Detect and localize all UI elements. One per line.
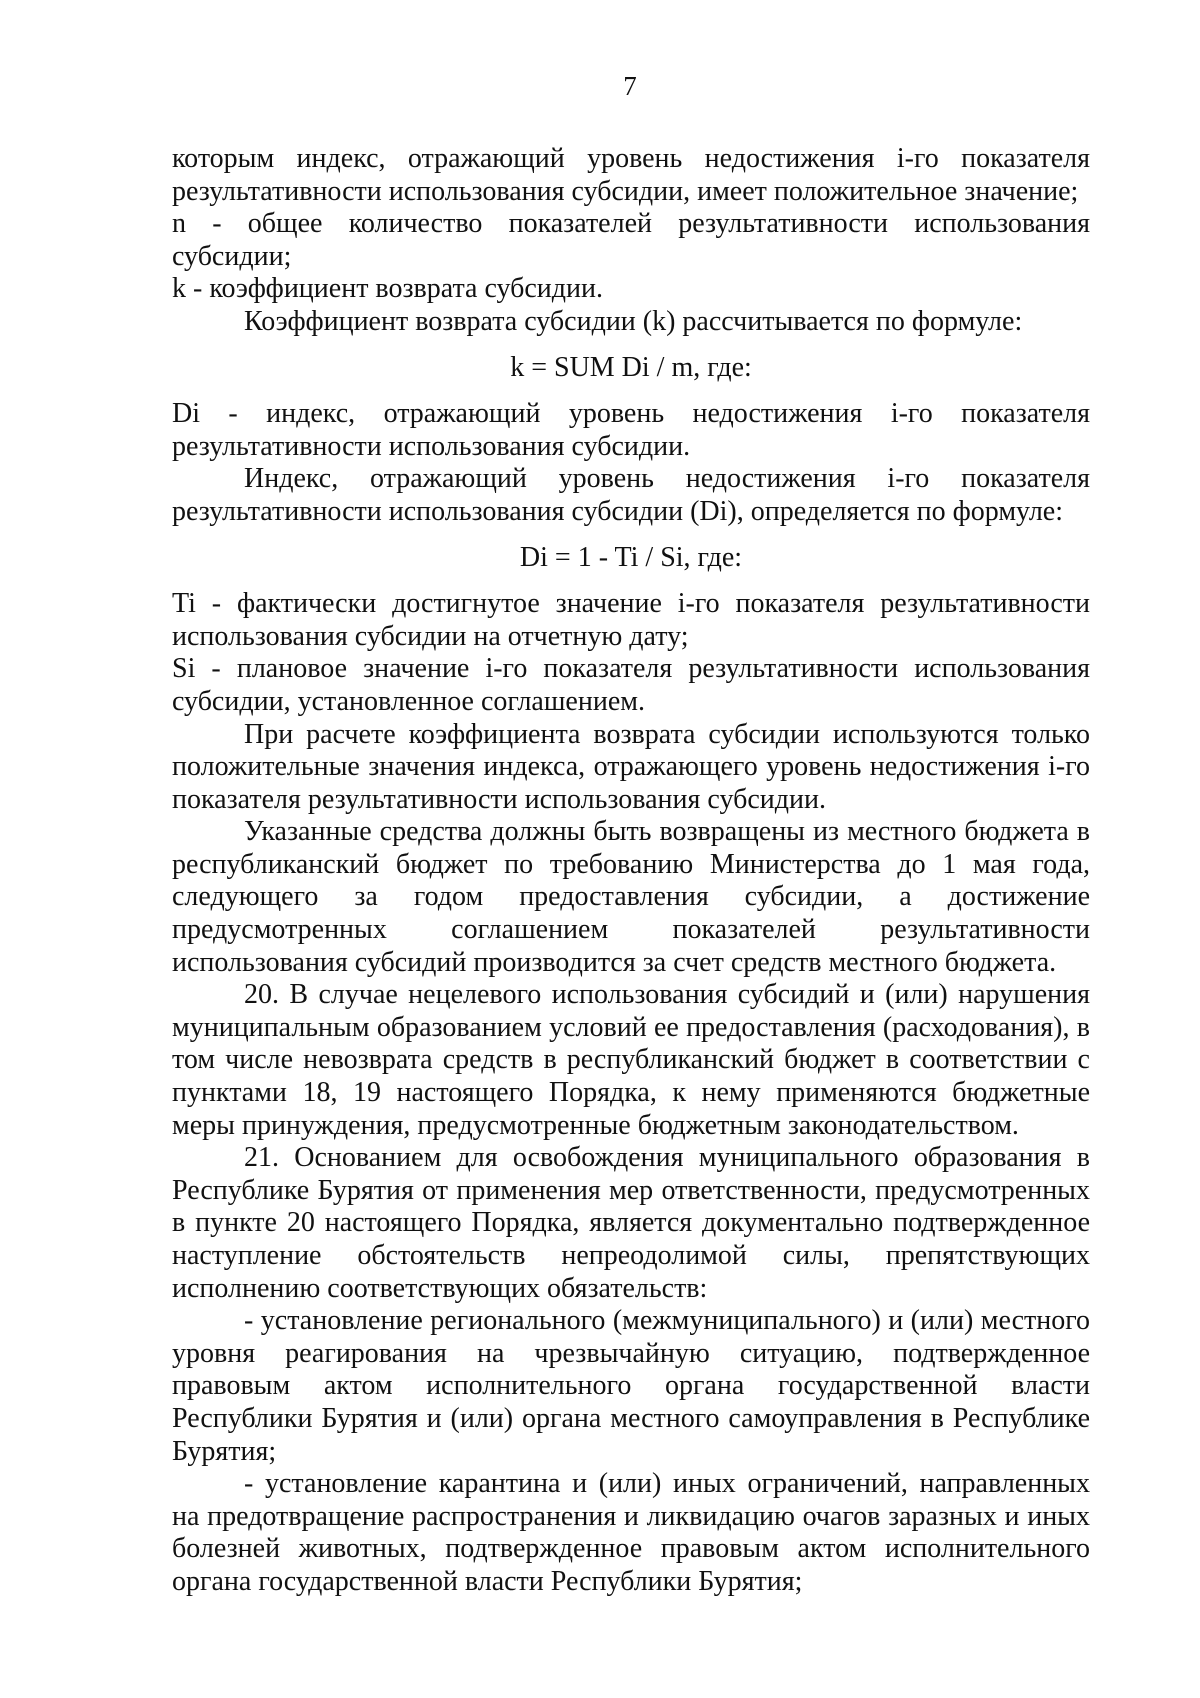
definition-ti: Ti - фактически достигнутое значение i-го показателя результативности использования субсидии на отчетную дату;	[172, 588, 1090, 652]
document-body	[172, 143, 1090, 1599]
paragraph-continuation: которым индекс, отражающий уровень недостижения i-го показателя результативности использования субсидии, имеет положительное значение;	[172, 143, 1090, 207]
page-number: 7	[623, 71, 637, 101]
paragraph-item-20: 20. В случае нецелевого использования субсидий и (или) нарушения муниципальным образованием условий ее предоставления (расходования), в том числе невозврата средств в республиканский бюджет в соответствии с пунктами 18, 19 настоящего Порядка, к нему применяются бюджетные меры принуждения, предусмотренные бюджетным законодательством.	[172, 979, 1090, 1141]
definition-di: Di - индекс, отражающий уровень недостижения i-го показателя результативности использования субсидии.	[172, 398, 1090, 462]
definition-si: Si - плановое значение i-го показателя результативности использования субсидии, установленное соглашением.	[172, 653, 1090, 717]
list-item-emergency: - установление регионального (межмуниципального) и (или) местного уровня реагирования на чрезвычайную ситуацию, подтвержденное правовым актом исполнительного органа государственной власти Республики Бурятия и (или) органа местного самоуправления в Республике Бурятия;	[172, 1305, 1090, 1467]
formula-k: k = SUM Di / m, где:	[510, 351, 752, 383]
paragraph-item-21: 21. Основанием для освобождения муниципального образования в Республике Бурятия от применения мер ответственности, предусмотренных в пункте 20 настоящего Порядка, является документально подтвержденное наступление обстоятельств непреодолимой силы, препятствующих исполнению соответствующих обязательств:	[172, 1142, 1090, 1304]
definition-n: n - общее количество показателей результативности использования субсидии;	[172, 208, 1090, 272]
definition-k: k - коэффициент возврата субсидии.	[172, 273, 604, 305]
list-item-quarantine: - установление карантина и (или) иных ограничений, направленных на предотвращение распространения и ликвидацию очагов заразных и иных болезней животных, подтвержденное правовым актом исполнительного органа государственной власти Республики Бурятия;	[172, 1468, 1090, 1597]
paragraph-index-intro: Индекс, отражающий уровень недостижения i-го показателя результативности использования субсидии (Di), определяется по формуле:	[172, 463, 1090, 527]
paragraph-positive-values: При расчете коэффициента возврата субсидии используются только положительные значения индекса, отражающего уровень недостижения i-го показателя результативности использования субсидии.	[172, 718, 1090, 815]
paragraph-coefficient-intro: Коэффициент возврата субсидии (k) рассчитывается по формуле:	[244, 305, 1023, 337]
formula-di: Di = 1 - Ti / Si, где:	[519, 541, 743, 573]
paragraph-funds-return: Указанные средства должны быть возвращены из местного бюджета в республиканский бюджет по требованию Министерства до 1 мая года, следующего за годом предоставления субсидии, а достижение предусмотренных соглашением показателей результативности использования субсидий производится за счет средств местного бюджета.	[172, 816, 1090, 978]
